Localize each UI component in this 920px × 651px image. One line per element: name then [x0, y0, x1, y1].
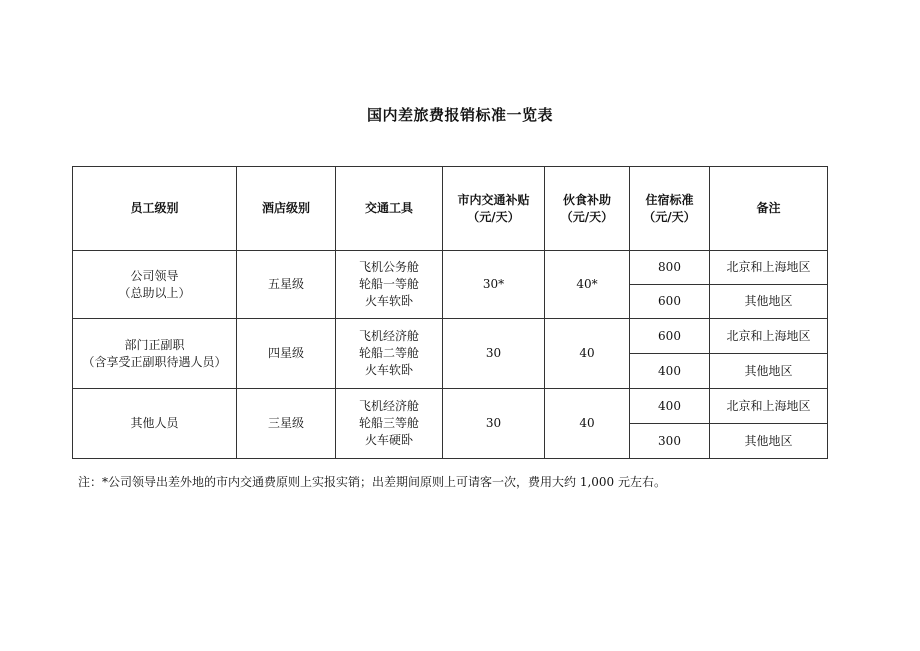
header-hotel-level: 酒店级别	[237, 167, 336, 251]
hotel-level-cell: 五星级	[237, 251, 336, 319]
local-allowance-cell: 30	[443, 389, 545, 459]
employee-level-cell: 其他人员	[73, 389, 237, 459]
lodging-cell: 400	[630, 389, 710, 424]
meal-allowance-cell: 40	[545, 319, 630, 389]
remark-cell: 其他地区	[710, 354, 828, 389]
remark-cell: 其他地区	[710, 285, 828, 319]
remark-cell: 北京和上海地区	[710, 251, 828, 285]
reimbursement-standard-table	[72, 166, 828, 459]
transport-cell: 飞机经济舱 轮船三等舱 火车硬卧	[336, 389, 443, 459]
remark-cell: 北京和上海地区	[710, 389, 828, 424]
local-allowance-cell: 30*	[443, 251, 545, 319]
table-row	[73, 389, 828, 424]
remark-cell: 其他地区	[710, 424, 828, 459]
page-title: 国内差旅费报销标准一览表	[366, 106, 553, 124]
header-transport: 交通工具	[336, 167, 443, 251]
lodging-cell: 300	[630, 424, 710, 459]
header-row	[73, 167, 828, 251]
lodging-cell: 400	[630, 354, 710, 389]
lodging-cell: 600	[630, 319, 710, 354]
header-local-transport-allowance: 市内交通补贴 （元/天）	[443, 167, 545, 251]
footnote: 注：*公司领导出差外地的市内交通费原则上实报实销；出差期间原则上可请客一次，费用大约 1,000 元左右。	[78, 475, 666, 489]
remark-cell: 北京和上海地区	[710, 319, 828, 354]
employee-level-cell: 公司领导 （总助以上）	[73, 251, 237, 319]
meal-allowance-cell: 40*	[545, 251, 630, 319]
hotel-level-cell: 三星级	[237, 389, 336, 459]
employee-level-cell: 部门正副职 （含享受正副职待遇人员）	[73, 319, 237, 389]
table-row	[73, 251, 828, 285]
hotel-level-cell: 四星级	[237, 319, 336, 389]
header-employee-level: 员工级别	[73, 167, 237, 251]
transport-cell: 飞机经济舱 轮船二等舱 火车软卧	[336, 319, 443, 389]
table-row	[73, 319, 828, 354]
lodging-cell: 800	[630, 251, 710, 285]
local-allowance-cell: 30	[443, 319, 545, 389]
lodging-cell: 600	[630, 285, 710, 319]
meal-allowance-cell: 40	[545, 389, 630, 459]
header-meal-allowance: 伙食补助 （元/天）	[545, 167, 630, 251]
header-lodging-standard: 住宿标准 （元/天）	[630, 167, 710, 251]
header-remark: 备注	[710, 167, 828, 251]
transport-cell: 飞机公务舱 轮船一等舱 火车软卧	[336, 251, 443, 319]
